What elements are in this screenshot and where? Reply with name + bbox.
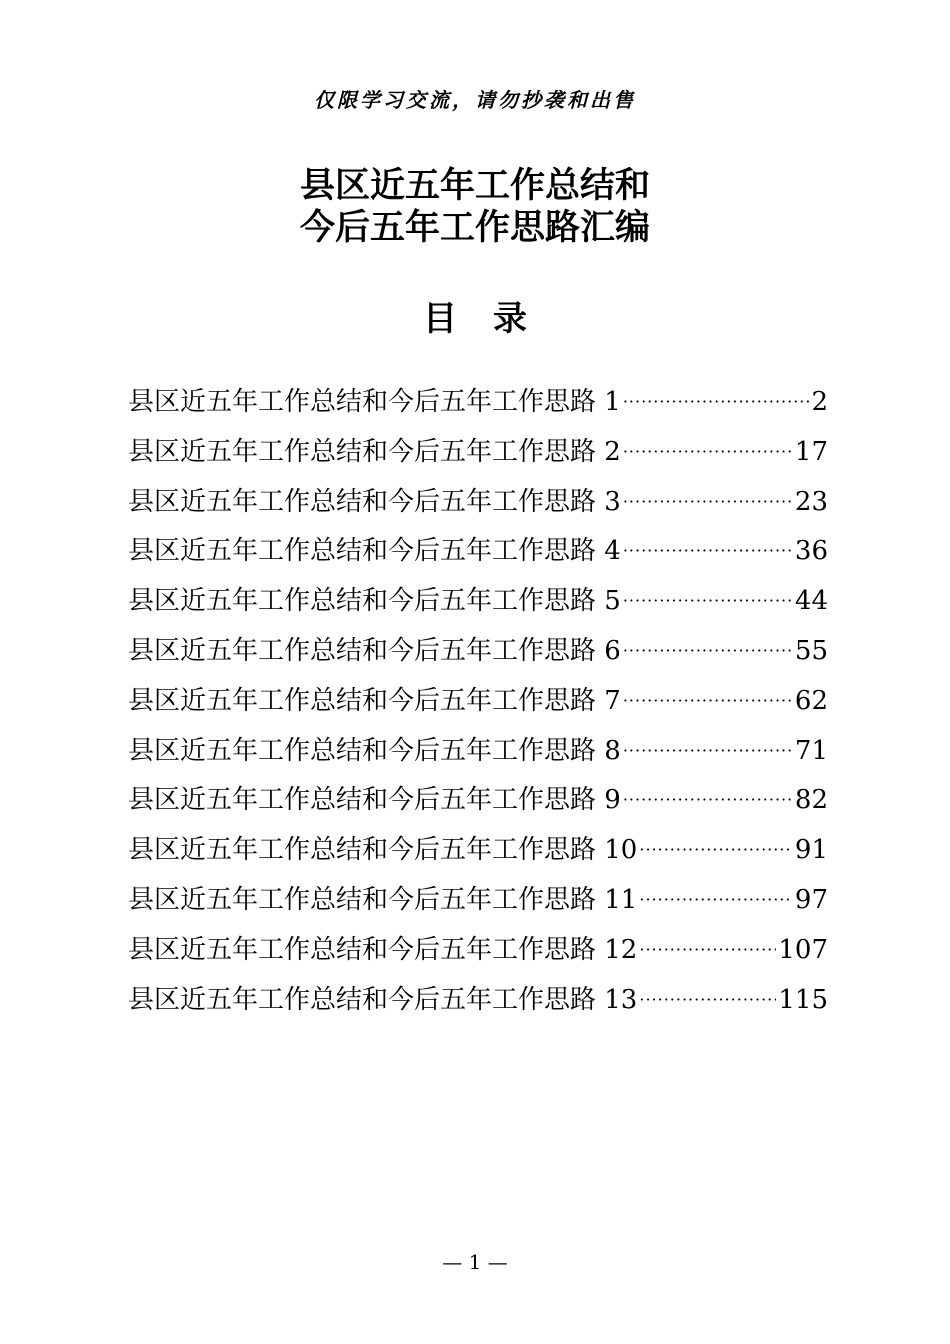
toc-dot-leader (639, 975, 776, 1025)
document-title-line-1: 县区近五年工作总结和 (299, 165, 650, 206)
toc-entry-title: 县区近五年工作总结和今后五年工作思路 5 (128, 586, 621, 617)
toc-entry[interactable] (128, 478, 828, 528)
toc-entry[interactable] (128, 776, 828, 826)
toc-entry-title: 县区近五年工作总结和今后五年工作思路 13 (128, 984, 638, 1015)
toc-entry[interactable] (128, 627, 828, 677)
toc-entry-title: 县区近五年工作总结和今后五年工作思路 3 (128, 486, 621, 517)
toc-heading: 目录 (423, 299, 563, 339)
toc-entry[interactable] (128, 577, 828, 627)
toc-entry-page: 91 (794, 835, 828, 866)
toc-entry[interactable] (128, 677, 828, 727)
toc-entry[interactable] (128, 976, 828, 1026)
toc-entry-page: 44 (794, 586, 828, 617)
toc-dot-leader (623, 377, 810, 427)
toc-dot-leader (623, 775, 793, 825)
toc-entry-title: 县区近五年工作总结和今后五年工作思路 1 (128, 387, 621, 417)
toc-dot-leader (623, 626, 793, 676)
toc-entry-title: 县区近五年工作总结和今后五年工作思路 8 (128, 735, 621, 766)
toc-dot-leader (639, 825, 793, 875)
toc-entry-title: 县区近五年工作总结和今后五年工作思路 10 (128, 835, 638, 866)
toc-dot-leader (623, 726, 793, 776)
page-number: — 1 — (442, 1250, 508, 1274)
toc-entry-title: 县区近五年工作总结和今后五年工作思路 4 (128, 536, 621, 567)
toc-dot-leader (623, 427, 793, 477)
toc-entry-page: 115 (778, 984, 828, 1015)
toc-dot-leader (623, 526, 793, 576)
toc-entry-page: 23 (794, 486, 828, 517)
document-title (0, 165, 950, 249)
toc-dot-leader (623, 676, 793, 726)
toc-entry-title: 县区近五年工作总结和今后五年工作思路 12 (128, 934, 638, 965)
toc-entry-title: 县区近五年工作总结和今后五年工作思路 6 (128, 635, 621, 666)
toc-entry-page: 55 (794, 635, 828, 666)
toc-dot-leader (623, 576, 793, 626)
toc-dot-leader (639, 925, 776, 975)
toc-entry-title: 县区近五年工作总结和今后五年工作思路 7 (128, 685, 621, 716)
toc-entry-page: 2 (811, 387, 828, 417)
toc-entry[interactable] (128, 826, 828, 876)
toc-entry-page: 71 (794, 735, 828, 766)
toc-dot-leader (639, 875, 793, 925)
toc-entry[interactable] (128, 876, 828, 926)
header-notice: 仅限学习交流，请勿抄袭和出售 (314, 88, 636, 112)
toc-entry[interactable] (128, 428, 828, 478)
toc-entry-page: 97 (794, 884, 828, 915)
toc-entry-title: 县区近五年工作总结和今后五年工作思路 9 (128, 785, 621, 816)
toc-entry-page: 36 (794, 536, 828, 567)
toc-entry-title: 县区近五年工作总结和今后五年工作思路 2 (128, 436, 621, 467)
document-title-line-2: 今后五年工作思路汇编 (299, 207, 650, 248)
toc-entry[interactable] (128, 527, 828, 577)
toc-dot-leader (623, 477, 793, 527)
toc-entry-page: 82 (794, 785, 828, 816)
toc-entry-title: 县区近五年工作总结和今后五年工作思路 11 (128, 884, 638, 915)
toc-entry-page: 107 (778, 934, 828, 965)
table-of-contents (128, 378, 828, 1025)
toc-entry[interactable] (128, 926, 828, 976)
toc-entry[interactable] (128, 727, 828, 777)
toc-entry-page: 62 (794, 685, 828, 716)
toc-entry-page: 17 (794, 436, 828, 467)
toc-entry[interactable] (128, 378, 828, 428)
